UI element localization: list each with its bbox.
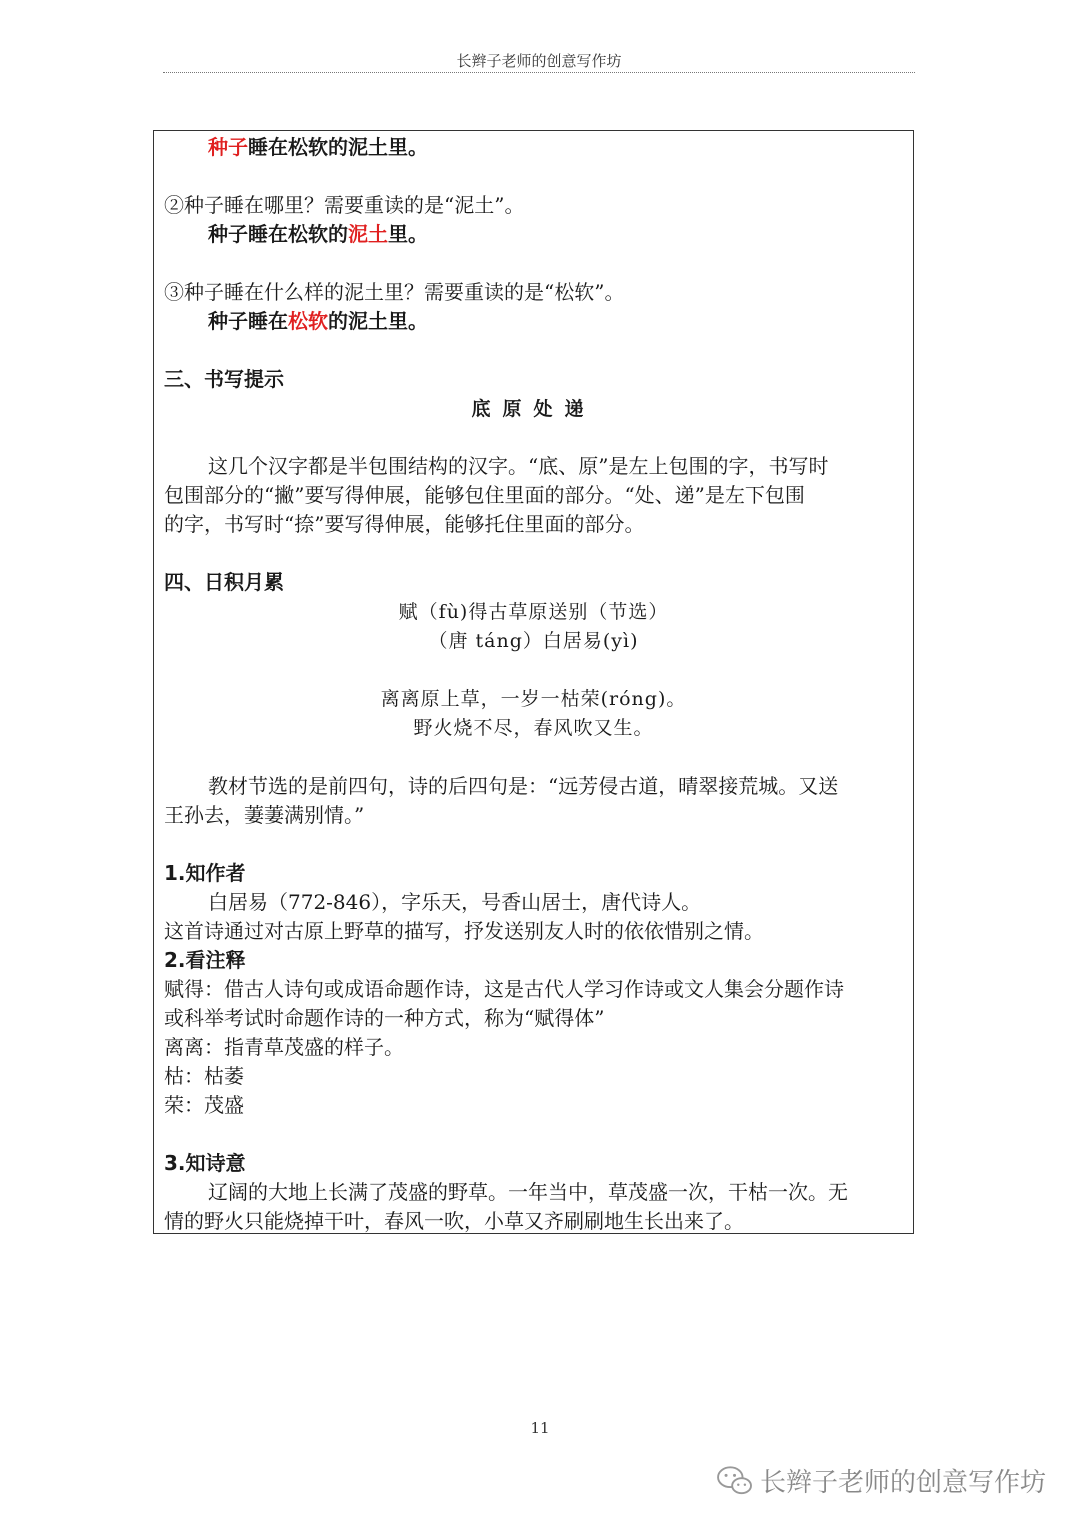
notes-line-3: 离离：指青草茂盛的样子。 <box>164 1035 404 1059</box>
watermark-text: 长辫子老师的创意写作坊 <box>759 1468 1046 1498</box>
writing-characters: 底原处递 <box>471 398 596 420</box>
emphasis-red: 种子 <box>208 135 248 159</box>
author-line-1: 白居易（772-846），字乐天，号香山居士，唐代诗人。 <box>208 890 702 914</box>
writing-para-line-2: 包围部分的“撇”要写得伸展，能够包住里面的部分。“处、递”是左下包围 <box>164 483 805 507</box>
notes-line-1: 赋得：借古人诗句或成语命题作诗，这是古代人学习作诗或文人集会分题作诗 <box>164 977 844 1001</box>
poem-note-line-2: 王孙去，萋萋满别情。” <box>164 803 365 827</box>
answer-3: 种子睡在松软的泥土里。 <box>208 309 428 333</box>
emphasis-red: 泥土 <box>348 222 388 246</box>
section-heading-writing: 三、书写提示 <box>164 367 284 391</box>
wechat-icon <box>716 1465 754 1497</box>
watermark <box>716 1462 1046 1499</box>
header-rule <box>163 72 915 73</box>
writing-para-line-1: 这几个汉字都是半包围结构的汉字。“底、原”是左上包围的字，书写时 <box>208 454 829 478</box>
poem-title: 赋（fù)得古草原送别（节选） <box>398 601 669 623</box>
notes-line-2: 或科举考试时命题作诗的一种方式，称为“赋得体” <box>164 1006 605 1030</box>
meaning-line-2: 情的野火只能烧掉干叶，春风一吹，小草又齐刷刷地生长出来了。 <box>164 1209 744 1233</box>
answer-2: 种子睡在松软的泥土里。 <box>208 222 428 246</box>
notes-line-5: 荣：茂盛 <box>164 1093 244 1117</box>
meaning-line-1: 辽阔的大地上长满了茂盛的野草。一年当中，草茂盛一次，干枯一次。无 <box>208 1180 848 1204</box>
author-heading: 1.知作者 <box>164 861 246 885</box>
example-line-1: 种子睡在松软的泥土里。 <box>208 135 428 159</box>
page-number: 11 <box>530 1419 550 1437</box>
question-2: ②种子睡在哪里？需要重读的是“泥土”。 <box>164 193 525 217</box>
section-heading-daily: 四、日积月累 <box>164 570 284 594</box>
notes-line-4: 枯：枯萎 <box>164 1064 244 1088</box>
poem-line-1: 离离原上草，一岁一枯荣(róng)。 <box>380 688 687 710</box>
author-line-2: 这首诗通过对古原上野草的描写，抒发送别友人时的依依惜别之情。 <box>164 919 764 943</box>
notes-heading: 2.看注释 <box>164 948 246 972</box>
writing-para-line-3: 的字，书写时“捺”要写得伸展，能够托住里面的部分。 <box>164 512 645 536</box>
page-header: 长辫子老师的创意写作坊 <box>456 52 622 70</box>
poem-line-2: 野火烧不尽，春风吹又生。 <box>413 717 654 739</box>
poem-note-line-1: 教材节选的是前四句，诗的后四句是：“远芳侵古道，晴翠接荒城。又送 <box>208 774 839 798</box>
poem-author: （唐 táng）白居易(yì) <box>428 630 639 652</box>
meaning-heading: 3.知诗意 <box>164 1151 246 1175</box>
question-3: ③种子睡在什么样的泥土里？需要重读的是“松软”。 <box>164 280 625 304</box>
emphasis-red: 松软 <box>288 309 328 333</box>
